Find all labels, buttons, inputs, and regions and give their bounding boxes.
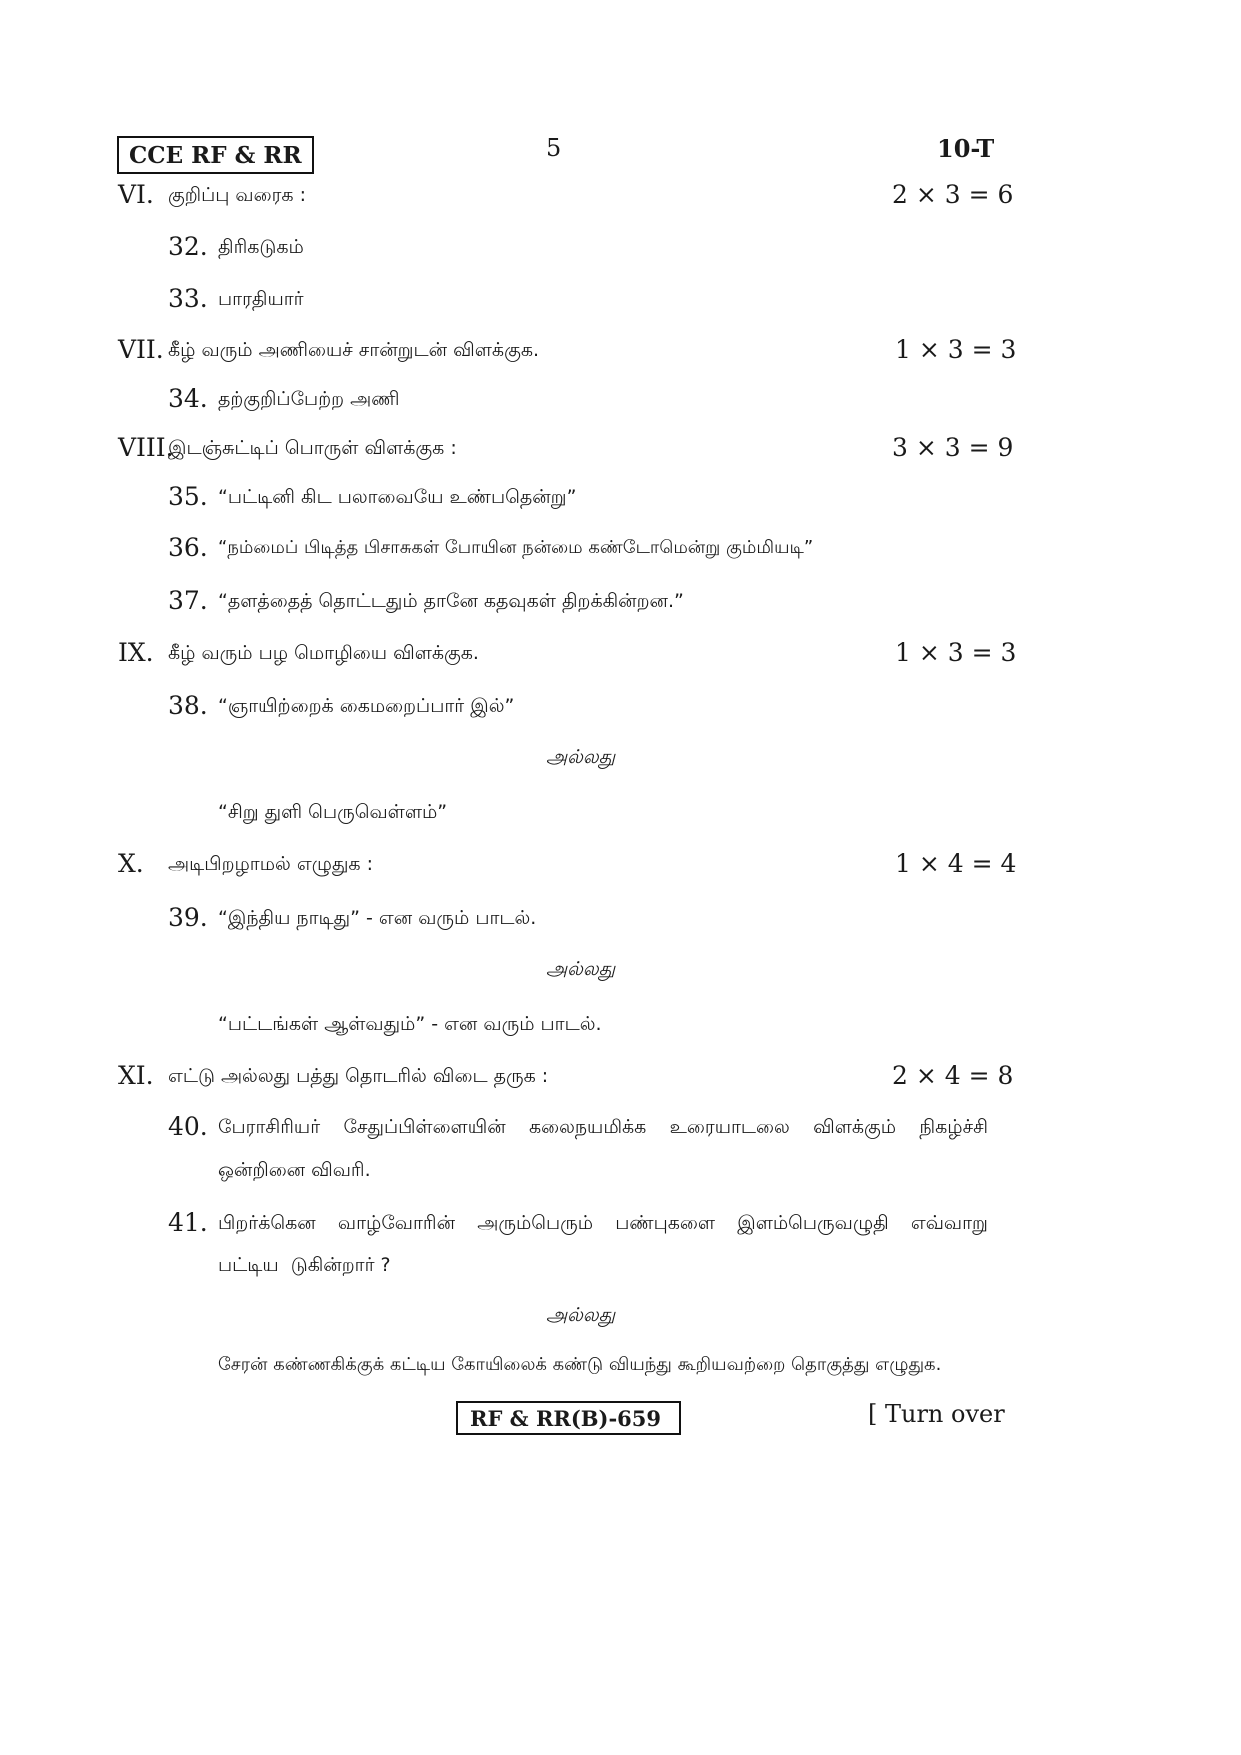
question-39-number: 39. <box>168 903 208 932</box>
question-40-word: கலைநயமிக்க <box>528 1116 647 1138</box>
question-40-line-1 <box>218 1116 988 1141</box>
question-38-number: 38. <box>168 691 208 720</box>
question-41-alternative: சேரன் கண்ணகிக்குக் கட்டிய கோயிலைக் கண்டு வியந்து கூறியவற்றை தொகுத்து எழுதுக. <box>218 1354 942 1375</box>
question-41-word: பண்புகளை <box>615 1212 716 1234</box>
question-35-text: “பட்டினி கிட பலாவையே உண்பதென்று” <box>218 486 577 508</box>
section-x-number: X. <box>118 849 144 878</box>
section-vi-number: VI. <box>118 180 154 209</box>
question-41-line-2: பட்டிய டுகின்றார் ? <box>218 1254 391 1276</box>
question-33-number: 33. <box>168 284 208 313</box>
question-32-number: 32. <box>168 232 208 261</box>
section-viii-number: VIII. <box>118 433 174 462</box>
question-36-text: “நம்மைப் பிடித்த பிசாசுகள் போயின நன்மை கண்டோமென்று கும்மியடி” <box>218 537 814 558</box>
page-number: 5 <box>546 134 562 162</box>
section-xi-marks: 2 × 4 = 8 <box>892 1061 1014 1090</box>
question-35-number: 35. <box>168 482 208 511</box>
section-vii-marks: 1 × 3 = 3 <box>895 335 1017 364</box>
question-40-word: சேதுப்பிள்ளையின் <box>343 1116 506 1138</box>
paper-code: 10-T <box>937 134 995 163</box>
question-38-text: “ஞாயிற்றைக் கைமறைப்பார் இல்” <box>218 695 515 717</box>
question-34-text: தற்குறிப்பேற்ற அணி <box>218 388 400 410</box>
question-37-number: 37. <box>168 586 208 615</box>
question-41-word: எவ்வாறு <box>910 1212 988 1234</box>
section-vii-number: VII. <box>118 335 164 364</box>
question-39-text: “இந்திய நாடிது” - என வரும் பாடல். <box>218 907 537 929</box>
question-34-number: 34. <box>168 384 208 413</box>
question-36-number: 36. <box>168 533 208 562</box>
question-38-alternative: “சிறு துளி பெருவெள்ளம்” <box>218 801 448 823</box>
or-divider: அல்லது <box>546 1304 616 1326</box>
question-41-word: வாழ்வோரின் <box>337 1212 456 1234</box>
question-40-word: உரையாடலை <box>669 1116 790 1138</box>
or-divider: அல்லது <box>546 746 616 768</box>
section-vi-marks: 2 × 3 = 6 <box>892 180 1014 209</box>
question-40-line-2: ஒன்றினை விவரி. <box>218 1159 371 1181</box>
turn-over-label: [ Turn over <box>868 1400 1005 1428</box>
section-ix-marks: 1 × 3 = 3 <box>895 638 1017 667</box>
section-viii-title: இடஞ்சுட்டிப் பொருள் விளக்குக : <box>168 437 457 459</box>
section-xi-title: எட்டு அல்லது பத்து தொடரில் விடை தருக : <box>168 1065 549 1087</box>
question-40-word: நிகழ்ச்சி <box>919 1116 988 1138</box>
question-40-word: விளக்கும் <box>813 1116 897 1138</box>
section-x-title: அடிபிறழாமல் எழுதுக : <box>168 853 374 875</box>
question-32-text: திரிகடுகம் <box>218 236 304 258</box>
question-40-word: பேராசிரியர் <box>218 1116 321 1138</box>
section-x-marks: 1 × 4 = 4 <box>895 849 1017 878</box>
section-viii-marks: 3 × 3 = 9 <box>892 433 1014 462</box>
question-41-line-1 <box>218 1212 988 1237</box>
footer-code-box: RF & RR(B)-659 <box>456 1401 681 1435</box>
section-ix-number: IX. <box>118 638 154 667</box>
question-37-text: “தளத்தைத் தொட்டதும் தானே கதவுகள் திறக்கின்றன.” <box>218 590 684 612</box>
question-41-word: அரும்பெரும் <box>477 1212 594 1234</box>
question-39-alternative: “பட்டங்கள் ஆள்வதும்” - என வரும் பாடல். <box>218 1013 602 1035</box>
section-ix-title: கீழ் வரும் பழ மொழியை விளக்குக. <box>168 642 479 664</box>
question-33-text: பாரதியார் <box>218 288 304 310</box>
question-41-word: பிறர்க்கென <box>218 1212 316 1234</box>
section-vi-title: குறிப்பு வரைக : <box>168 184 307 206</box>
question-41-number: 41. <box>168 1208 208 1237</box>
question-41-word: இளம்பெருவழுதி <box>737 1212 889 1234</box>
question-40-number: 40. <box>168 1112 208 1141</box>
section-vii-title: கீழ் வரும் அணியைச் சான்றுடன் விளக்குக. <box>168 339 540 361</box>
section-xi-number: XI. <box>118 1061 154 1090</box>
or-divider: அல்லது <box>546 958 616 980</box>
exam-code-box: CCE RF & RR <box>117 136 314 174</box>
